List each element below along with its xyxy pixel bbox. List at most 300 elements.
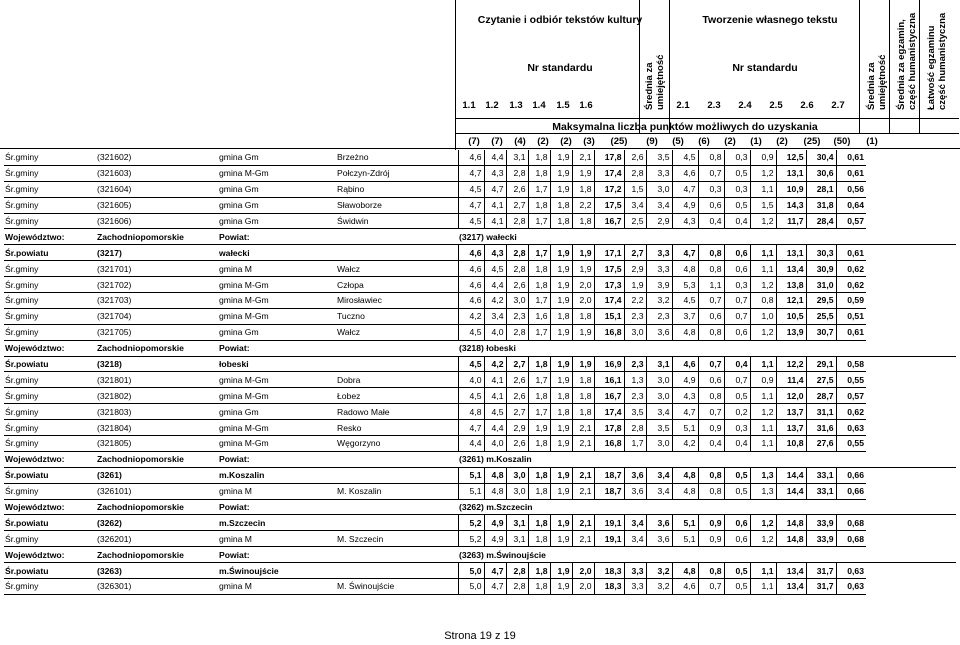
score-cell: 4,3	[484, 245, 506, 261]
score-cell: 2,8	[506, 324, 528, 340]
score-cell: 1,9	[550, 483, 572, 499]
score-cell: 1,1	[750, 436, 776, 452]
score-cell: 29,5	[806, 293, 836, 309]
score-cell: 1,9	[550, 261, 572, 277]
score-cell: 4,5	[672, 293, 698, 309]
unit-name: Świdwin	[336, 213, 458, 229]
score-cell: 11,4	[776, 372, 806, 388]
score-cell: 1,7	[624, 436, 646, 452]
commune-average-row	[4, 308, 956, 324]
standard-code: 2.6	[800, 100, 814, 111]
score-cell: 30,6	[806, 165, 836, 181]
score-cell: 13,7	[776, 420, 806, 436]
score-cell: 27,5	[806, 372, 836, 388]
score-cell: 17,8	[594, 150, 624, 165]
unit-name: Łobez	[336, 388, 458, 404]
score-cell: 3,3	[646, 245, 672, 261]
score-cell: 1,9	[550, 293, 572, 309]
score-cell: 0,7	[698, 404, 724, 420]
score-cell: 0,61	[836, 150, 866, 165]
score-cell: 2,3	[624, 388, 646, 404]
standard-code: 1.4	[532, 100, 546, 111]
score-cell: 2,9	[506, 420, 528, 436]
score-cell: 2,0	[572, 277, 594, 293]
group2-average-header: Średnia za umiejętność	[866, 54, 888, 110]
commune-average-row	[4, 213, 956, 229]
score-cell: 1,6	[528, 308, 550, 324]
score-cell: 1,9	[550, 420, 572, 436]
score-cell: 0,6	[724, 324, 750, 340]
score-cell: 4,5	[484, 261, 506, 277]
max-points-value: (2)	[776, 136, 788, 147]
score-cell: 5,2	[458, 531, 484, 547]
commune-average-row	[4, 324, 956, 340]
score-cell: 4,7	[484, 579, 506, 595]
score-cell: 5,2	[458, 515, 484, 531]
score-cell: 4,3	[672, 213, 698, 229]
score-cell: 3,5	[646, 150, 672, 165]
score-cell: 0,9	[750, 372, 776, 388]
score-cell: 4,5	[458, 213, 484, 229]
group1-average-header: Średnia za umiejętność	[644, 54, 666, 110]
unit-name: Rąbino	[336, 181, 458, 197]
score-cell: 0,6	[724, 245, 750, 261]
score-cell: 31,8	[806, 197, 836, 213]
score-cell: 1,2	[750, 531, 776, 547]
score-cell: 0,4	[724, 436, 750, 452]
score-cell: 3,5	[624, 404, 646, 420]
score-cell: 0,3	[724, 277, 750, 293]
commune-average-row	[4, 436, 956, 452]
score-cell: 28,7	[806, 388, 836, 404]
score-cell: 4,2	[672, 436, 698, 452]
score-cell: 3,6	[624, 467, 646, 483]
standard-code: 2.3	[707, 100, 721, 111]
score-cell: 12,2	[776, 356, 806, 372]
score-cell: 1,8	[572, 308, 594, 324]
score-cell: 1,2	[750, 324, 776, 340]
score-cell: 3,4	[624, 515, 646, 531]
header-divider	[859, 0, 860, 133]
commune-average-row	[4, 165, 956, 181]
unit-type: gmina M-Gm	[218, 372, 336, 388]
commune-average-row	[4, 293, 956, 309]
score-cell: 2,1	[572, 467, 594, 483]
score-cell: 14,4	[776, 483, 806, 499]
score-cell: 3,0	[624, 324, 646, 340]
unit-name: Sławoborze	[336, 197, 458, 213]
score-cell: 0,61	[836, 165, 866, 181]
score-cell: 2,7	[506, 404, 528, 420]
score-cell: 1,1	[750, 579, 776, 595]
score-cell: 1,9	[550, 531, 572, 547]
score-cell: 2,3	[624, 356, 646, 372]
score-cell: 4,6	[458, 150, 484, 165]
score-cell: 0,9	[698, 420, 724, 436]
spacer	[336, 451, 458, 467]
score-cell: 4,9	[484, 515, 506, 531]
score-cell: 30,9	[806, 261, 836, 277]
level-label: Śr.powiatu	[4, 563, 96, 579]
score-cell: 4,1	[484, 388, 506, 404]
unit-code: (321701)	[96, 261, 218, 277]
header-divider	[889, 0, 890, 133]
score-cell: 4,0	[458, 372, 484, 388]
level-label: Śr.gminy	[4, 181, 96, 197]
max-points-value: (2)	[724, 136, 736, 147]
score-cell: 1,7	[528, 324, 550, 340]
region-header-row	[4, 499, 956, 515]
unit-name: Dobra	[336, 372, 458, 388]
commune-average-row	[4, 483, 956, 499]
score-cell: 1,1	[750, 563, 776, 579]
score-cell: 4,3	[484, 165, 506, 181]
commune-average-row	[4, 261, 956, 277]
score-cell: 1,7	[528, 404, 550, 420]
unit-code: (3261)	[96, 467, 218, 483]
level-label: Śr.gminy	[4, 165, 96, 181]
header-divider	[919, 0, 920, 133]
level-label: Śr.gminy	[4, 372, 96, 388]
unit-code: (321803)	[96, 404, 218, 420]
score-cell: 0,64	[836, 197, 866, 213]
score-cell: 0,3	[698, 181, 724, 197]
level-label: Śr.gminy	[4, 197, 96, 213]
score-cell: 1,0	[750, 308, 776, 324]
level-label: Śr.powiatu	[4, 245, 96, 261]
score-cell: 2,2	[624, 293, 646, 309]
score-cell: 3,0	[506, 467, 528, 483]
score-cell: 1,9	[550, 372, 572, 388]
unit-code: (321606)	[96, 213, 218, 229]
score-cell: 0,6	[698, 197, 724, 213]
standard-code: 2.5	[769, 100, 783, 111]
score-cell: 1,7	[528, 181, 550, 197]
county-name: (3261) m.Koszalin	[458, 451, 956, 467]
unit-name	[336, 563, 458, 579]
score-cell: 0,8	[750, 293, 776, 309]
unit-type: m.Szczecin	[218, 515, 336, 531]
score-cell: 0,66	[836, 483, 866, 499]
score-cell: 12,0	[776, 388, 806, 404]
score-cell: 4,8	[484, 467, 506, 483]
score-cell: 2,8	[624, 420, 646, 436]
score-cell: 1,5	[750, 197, 776, 213]
unit-name: Radowo Małe	[336, 404, 458, 420]
score-cell: 3,4	[624, 197, 646, 213]
level-label: Śr.gminy	[4, 388, 96, 404]
unit-name: M. Szczecin	[336, 531, 458, 547]
score-cell: 3,4	[646, 483, 672, 499]
score-cell: 1,9	[550, 324, 572, 340]
score-cell: 0,6	[698, 372, 724, 388]
score-cell: 15,1	[594, 308, 624, 324]
score-cell: 1,8	[572, 372, 594, 388]
unit-type: gmina M	[218, 579, 336, 595]
unit-type: gmina M-Gm	[218, 436, 336, 452]
score-cell: 1,8	[528, 436, 550, 452]
score-cell: 33,9	[806, 531, 836, 547]
unit-code: (3217)	[96, 245, 218, 261]
score-cell: 2,1	[572, 483, 594, 499]
score-cell: 2,1	[572, 150, 594, 165]
score-cell: 18,3	[594, 579, 624, 595]
unit-name	[336, 467, 458, 483]
score-cell: 1,9	[572, 261, 594, 277]
easiness-header: Łatwość egzaminu część humanistyczna	[926, 12, 948, 110]
score-cell: 3,6	[624, 483, 646, 499]
score-cell: 4,7	[458, 420, 484, 436]
score-cell: 3,0	[646, 372, 672, 388]
unit-name	[336, 515, 458, 531]
score-cell: 2,9	[624, 261, 646, 277]
score-cell: 4,5	[458, 388, 484, 404]
max-points-value: (1)	[750, 136, 762, 147]
score-cell: 0,3	[724, 150, 750, 165]
county-label: Powiat:	[218, 451, 336, 467]
level-label: Śr.gminy	[4, 324, 96, 340]
score-cell: 3,6	[646, 515, 672, 531]
score-cell: 3,3	[646, 165, 672, 181]
unit-code: (321704)	[96, 308, 218, 324]
unit-code: (326301)	[96, 579, 218, 595]
unit-name: Resko	[336, 420, 458, 436]
score-cell: 1,8	[528, 388, 550, 404]
score-cell: 3,3	[646, 261, 672, 277]
score-cell: 0,7	[724, 308, 750, 324]
score-cell: 4,7	[484, 563, 506, 579]
score-cell: 4,3	[672, 388, 698, 404]
score-cell: 1,9	[550, 563, 572, 579]
score-cell: 1,1	[698, 277, 724, 293]
score-cell: 1,3	[624, 372, 646, 388]
commune-average-row	[4, 579, 956, 595]
score-cell: 0,5	[724, 165, 750, 181]
score-cell: 0,9	[698, 515, 724, 531]
max-points-value: (50)	[833, 136, 851, 147]
score-cell: 0,8	[698, 150, 724, 165]
county-average-row	[4, 563, 956, 579]
score-cell: 0,62	[836, 261, 866, 277]
score-cell: 19,1	[594, 515, 624, 531]
score-cell: 4,9	[672, 372, 698, 388]
county-label: Powiat:	[218, 547, 336, 563]
score-cell: 4,5	[458, 324, 484, 340]
score-cell: 16,7	[594, 213, 624, 229]
score-cell: 3,4	[646, 197, 672, 213]
standard-code: 1.5	[556, 100, 570, 111]
standard-code: 1.2	[485, 100, 499, 111]
score-cell: 2,8	[506, 213, 528, 229]
score-cell: 3,0	[646, 436, 672, 452]
score-cell: 4,8	[672, 324, 698, 340]
region-label: Województwo:	[4, 547, 96, 563]
score-cell: 1,9	[550, 356, 572, 372]
max-points-value: (7)	[468, 136, 480, 147]
unit-type: gmina M	[218, 531, 336, 547]
score-cell: 0,56	[836, 181, 866, 197]
region-name: Zachodniopomorskie	[96, 499, 218, 515]
score-cell: 3,1	[646, 356, 672, 372]
score-cell: 33,1	[806, 483, 836, 499]
score-cell: 0,55	[836, 436, 866, 452]
score-cell: 5,1	[672, 531, 698, 547]
header-divider	[639, 0, 640, 133]
region-label: Województwo:	[4, 340, 96, 356]
score-cell: 19,1	[594, 531, 624, 547]
unit-type: gmina M-Gm	[218, 388, 336, 404]
score-cell: 31,7	[806, 563, 836, 579]
level-label: Śr.gminy	[4, 293, 96, 309]
unit-name	[336, 356, 458, 372]
score-cell: 0,62	[836, 404, 866, 420]
score-cell: 4,6	[458, 245, 484, 261]
score-cell: 27,6	[806, 436, 836, 452]
score-cell: 0,55	[836, 372, 866, 388]
score-cell: 1,8	[528, 579, 550, 595]
unit-type: m.Świnoujście	[218, 563, 336, 579]
score-cell: 2,8	[624, 165, 646, 181]
score-cell: 12,5	[776, 150, 806, 165]
unit-type: gmina M	[218, 483, 336, 499]
level-label: Śr.gminy	[4, 436, 96, 452]
score-cell: 0,7	[724, 372, 750, 388]
county-average-row	[4, 245, 956, 261]
score-cell: 0,8	[698, 483, 724, 499]
level-label: Śr.powiatu	[4, 356, 96, 372]
score-cell: 11,7	[776, 213, 806, 229]
score-cell: 1,9	[550, 181, 572, 197]
unit-code: (321805)	[96, 436, 218, 452]
score-cell: 3,4	[646, 404, 672, 420]
score-cell: 3,1	[506, 515, 528, 531]
score-cell: 1,9	[550, 165, 572, 181]
score-cell: 2,2	[572, 197, 594, 213]
unit-name: Tuczno	[336, 308, 458, 324]
score-cell: 4,5	[672, 150, 698, 165]
score-cell: 4,8	[672, 563, 698, 579]
score-cell: 4,2	[484, 293, 506, 309]
score-cell: 1,8	[550, 213, 572, 229]
unit-code: (321804)	[96, 420, 218, 436]
score-cell: 0,5	[724, 388, 750, 404]
score-cell: 5,1	[672, 420, 698, 436]
score-cell: 1,8	[528, 277, 550, 293]
unit-type: gmina M-Gm	[218, 420, 336, 436]
score-cell: 2,3	[624, 308, 646, 324]
score-cell: 4,6	[458, 277, 484, 293]
score-cell: 0,51	[836, 308, 866, 324]
unit-code: (3263)	[96, 563, 218, 579]
score-cell: 4,9	[672, 197, 698, 213]
score-cell: 1,1	[750, 388, 776, 404]
score-cell: 1,8	[528, 531, 550, 547]
score-cell: 4,8	[484, 483, 506, 499]
score-cell: 4,7	[672, 245, 698, 261]
score-cell: 1,8	[550, 404, 572, 420]
score-cell: 16,7	[594, 388, 624, 404]
region-header-row	[4, 229, 956, 245]
unit-name: Brzeżno	[336, 150, 458, 165]
standard-code: 2.7	[831, 100, 845, 111]
level-label: Śr.gminy	[4, 531, 96, 547]
county-label: Powiat:	[218, 499, 336, 515]
score-cell: 0,61	[836, 324, 866, 340]
score-cell: 2,3	[646, 308, 672, 324]
score-cell: 2,5	[624, 213, 646, 229]
score-cell: 1,9	[550, 277, 572, 293]
score-cell: 17,2	[594, 181, 624, 197]
score-cell: 1,8	[528, 150, 550, 165]
score-cell: 10,9	[776, 181, 806, 197]
score-cell: 1,8	[528, 197, 550, 213]
score-cell: 33,1	[806, 467, 836, 483]
group2-standard-label: Nr standardu	[732, 62, 798, 74]
score-cell: 0,8	[698, 261, 724, 277]
score-cell: 0,3	[724, 181, 750, 197]
score-cell: 31,1	[806, 404, 836, 420]
unit-type: wałecki	[218, 245, 336, 261]
score-cell: 0,68	[836, 531, 866, 547]
score-cell: 1,3	[750, 467, 776, 483]
unit-type: gmina Gm	[218, 150, 336, 165]
score-cell: 4,6	[458, 261, 484, 277]
score-cell: 0,7	[698, 165, 724, 181]
level-label: Śr.powiatu	[4, 467, 96, 483]
commune-average-row	[4, 372, 956, 388]
region-name: Zachodniopomorskie	[96, 340, 218, 356]
score-cell: 1,8	[528, 467, 550, 483]
score-cell: 4,1	[484, 197, 506, 213]
score-cell: 0,5	[724, 563, 750, 579]
score-cell: 1,7	[528, 245, 550, 261]
score-cell: 28,1	[806, 181, 836, 197]
score-cell: 1,2	[750, 277, 776, 293]
score-cell: 0,7	[698, 579, 724, 595]
score-cell: 1,8	[550, 388, 572, 404]
region-label: Województwo:	[4, 451, 96, 467]
score-cell: 12,1	[776, 293, 806, 309]
unit-code: (326201)	[96, 531, 218, 547]
unit-code: (3218)	[96, 356, 218, 372]
score-cell: 0,63	[836, 420, 866, 436]
unit-code: (321603)	[96, 165, 218, 181]
unit-type: gmina Gm	[218, 213, 336, 229]
commune-average-row	[4, 404, 956, 420]
header-divider	[455, 133, 959, 134]
county-label: Powiat:	[218, 229, 336, 245]
score-cell: 18,3	[594, 563, 624, 579]
score-cell: 31,6	[806, 420, 836, 436]
unit-name	[336, 245, 458, 261]
score-cell: 0,59	[836, 293, 866, 309]
score-cell: 3,6	[646, 324, 672, 340]
score-cell: 30,3	[806, 245, 836, 261]
score-cell: 2,6	[506, 388, 528, 404]
score-cell: 1,8	[528, 165, 550, 181]
max-points-value: (1)	[866, 136, 878, 147]
level-label: Śr.gminy	[4, 308, 96, 324]
score-cell: 1,8	[572, 404, 594, 420]
score-cell: 0,5	[724, 467, 750, 483]
score-cell: 0,7	[724, 293, 750, 309]
county-name: (3262) m.Szczecin	[458, 499, 956, 515]
score-cell: 30,7	[806, 324, 836, 340]
county-average-row	[4, 356, 956, 372]
score-cell: 3,4	[646, 467, 672, 483]
unit-name: M. Świnoujście	[336, 579, 458, 595]
score-cell: 2,1	[572, 420, 594, 436]
